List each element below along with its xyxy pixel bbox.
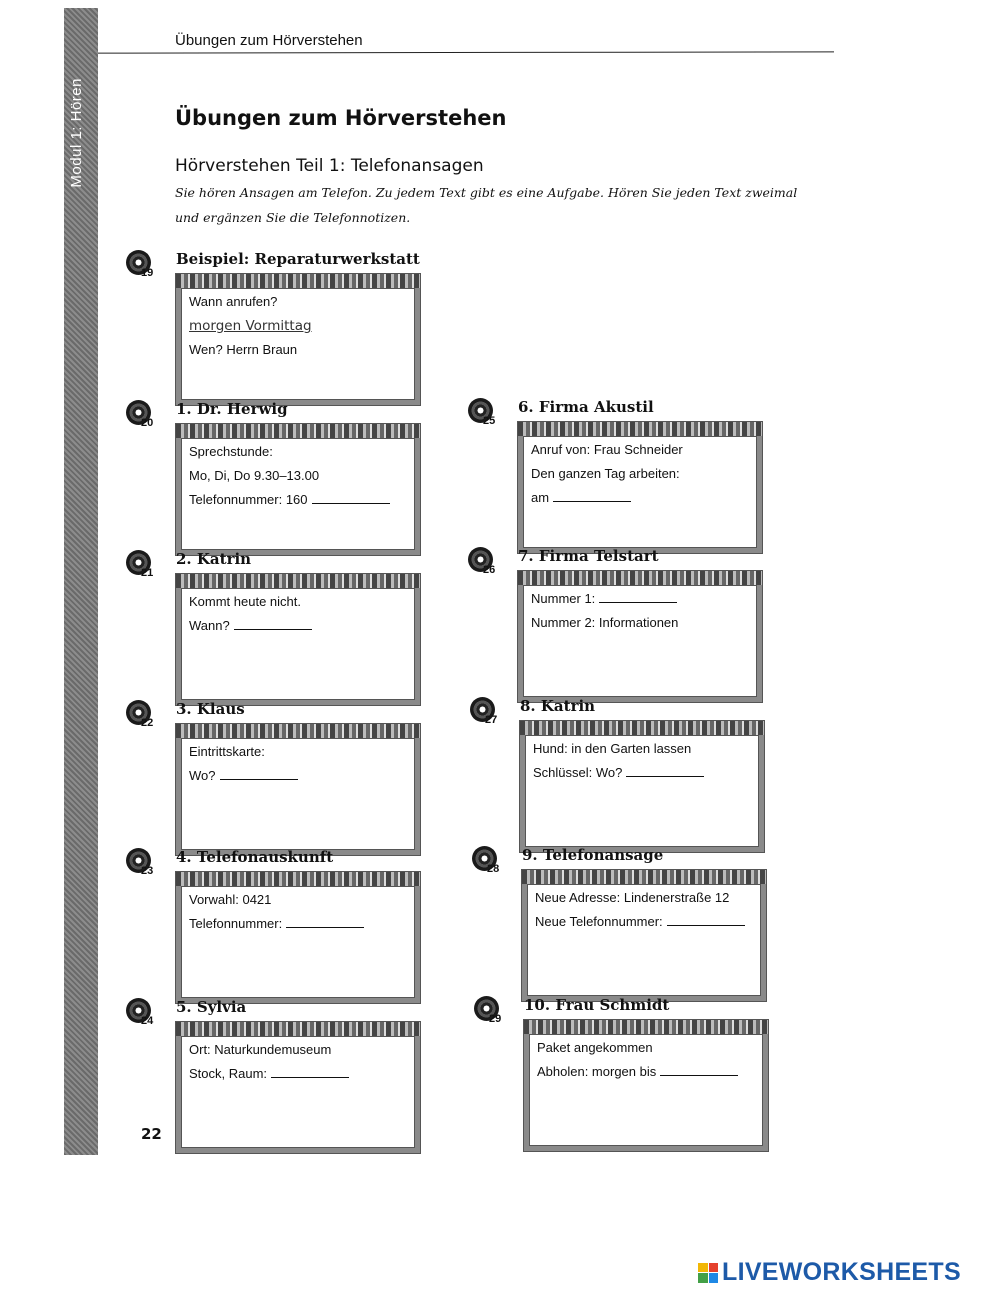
note-line: Wann anrufen? [189,294,278,309]
note-line: Mo, Di, Do 9.30–13.00 [189,468,320,483]
task-10 [474,996,764,1136]
track-number: 28 [487,863,500,875]
task-title: 10. Frau Schmidt [524,996,670,1014]
answer-row [531,591,677,606]
note-label: am [531,490,550,505]
phone-note-card [518,422,762,553]
phone-note-card [176,1022,420,1153]
answer-row [537,1064,738,1079]
note-line: Kommt heute nicht. [189,594,301,609]
answer-blank[interactable] [286,917,364,928]
answer-row [189,492,390,507]
task-title: Beispiel: Reparaturwerkstatt [176,250,420,268]
answer-blank[interactable] [312,493,390,504]
note-label: Wo? [189,768,216,783]
answer-blank[interactable] [220,769,298,780]
note-line: Nummer 2: Informationen [531,615,679,630]
task-1 [126,400,416,540]
answer-blank[interactable] [667,915,745,926]
example-task [126,250,420,390]
answer-row [189,1066,349,1081]
side-tab-strip [64,8,98,1155]
note-label: Telefonnummer: 160 [189,492,308,507]
phone-note-card [176,574,420,705]
task-title: 6. Firma Akustil [518,398,654,416]
answer-row [533,765,704,780]
task-6 [468,398,758,538]
answer-blank[interactable] [626,766,704,777]
task-5 [126,998,416,1138]
track-number: 24 [141,1015,154,1027]
task-title: 4. Telefonauskunft [176,848,334,866]
answer-row [189,768,298,783]
task-3 [126,700,416,840]
answer-blank[interactable] [234,619,312,630]
liveworksheets-logo [698,1258,961,1287]
track-number: 20 [141,417,154,429]
answer-row [531,490,631,505]
note-line: Anruf von: Frau Schneider [531,442,683,457]
task-9 [472,846,762,986]
task-title: 9. Telefonansage [522,846,664,864]
note-label: Wann? [189,618,230,633]
note-line: Sprechstunde: [189,444,273,459]
track-number: 26 [483,564,496,576]
task-title: 7. Firma Telstart [518,547,659,565]
answer-blank[interactable] [553,491,631,502]
task-title: 3. Klaus [176,700,245,718]
note-label: Schlüssel: Wo? [533,765,623,780]
track-number: 22 [141,717,154,729]
note-line: Hund: in den Garten lassen [533,741,692,756]
instructions: Sie hören Ansagen am Telefon. Zu jedem Text gibt es eine Aufgabe. Hören Sie jeden Text zweimal und ergänzen Sie die Telefonnotizen. [175,185,798,225]
answer-row [189,618,312,633]
note-line: Paket angekommen [537,1040,653,1055]
running-header: Übungen zum Hörverstehen [175,32,363,49]
task-7 [468,547,758,687]
phone-note-card [176,274,420,405]
phone-note-card [518,571,762,702]
note-line: Ort: Naturkundemuseum [189,1042,332,1057]
task-title: 8. Katrin [520,697,596,715]
track-number: 21 [141,567,154,579]
note-label: Stock, Raum: [189,1066,268,1081]
note-label: Nummer 1: [531,591,596,606]
answer-blank[interactable] [599,592,677,603]
phone-note-card [520,721,764,852]
liveworksheets-logo-icon [698,1263,718,1283]
note-line: Neue Adresse: Lindenerstraße 12 [535,890,730,905]
answer-blank[interactable] [660,1065,738,1076]
task-8 [470,697,760,837]
phone-note-card [176,872,420,1003]
phone-note-card [176,724,420,855]
track-number: 23 [141,865,154,877]
note-line: Vorwahl: 0421 [189,892,272,907]
task-2 [126,550,416,690]
task-4 [126,848,416,988]
track-number: 27 [485,714,498,726]
note-line: Wen? Herrn Braun [189,342,298,357]
side-tab-label: Modul 1: Hören [68,78,85,188]
note-label: Neue Telefonnummer: [535,914,663,929]
note-line: Eintrittskarte: [189,744,265,759]
section-subtitle: Hörverstehen Teil 1: Telefonansagen [175,156,484,176]
handwritten-answer: morgen Vormittag [189,318,312,334]
track-number: 25 [483,415,496,427]
note-label: Abholen: morgen bis [537,1064,657,1079]
phone-note-card [176,424,420,555]
task-title: 1. Dr. Herwig [176,400,288,418]
track-number: 19 [141,267,154,279]
header-rule [98,51,834,53]
task-title: 2. Katrin [176,550,252,568]
page-number: 22 [141,1125,162,1143]
answer-row [535,914,745,929]
answer-row [189,916,364,931]
answer-blank[interactable] [271,1067,349,1078]
task-title: 5. Sylvia [176,998,247,1016]
phone-note-card [522,870,766,1001]
page-title: Übungen zum Hörverstehen [175,106,507,130]
note-line: Den ganzen Tag arbeiten: [531,466,680,481]
phone-note-card [524,1020,768,1151]
note-label: Telefonnummer: [189,916,283,931]
liveworksheets-wordmark: LIVEWORKSHEETS [722,1258,961,1286]
track-number: 29 [489,1013,502,1025]
